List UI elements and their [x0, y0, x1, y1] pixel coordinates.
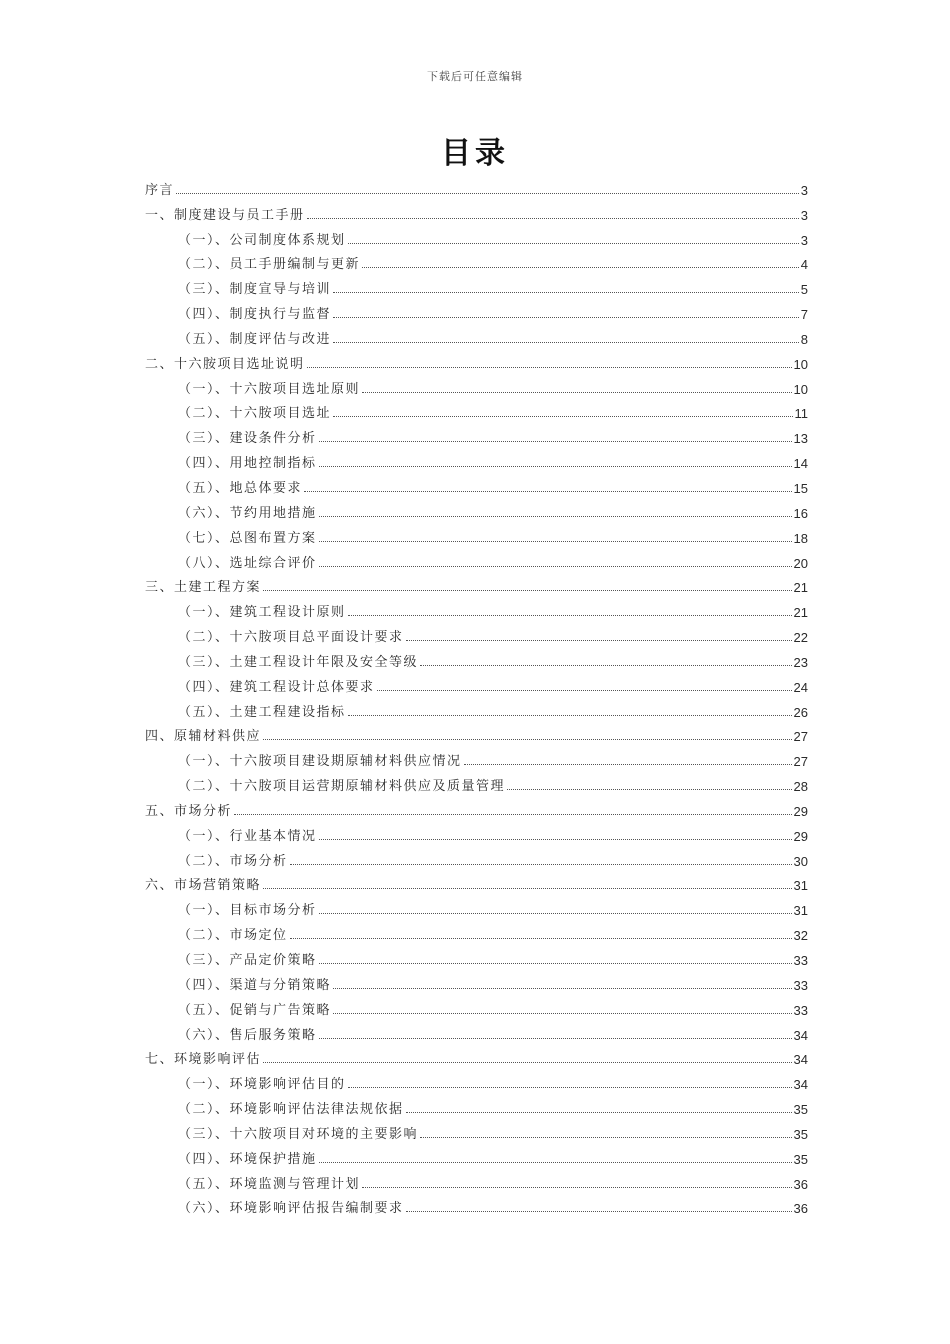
toc-dot-leader	[377, 690, 792, 691]
toc-entry-label: （一）、建筑工程设计原则	[178, 605, 346, 621]
toc-dot-leader	[406, 1112, 792, 1113]
toc-entry-page-number: 35	[793, 1102, 808, 1118]
toc-dot-leader	[348, 715, 792, 716]
toc-dot-leader	[420, 1137, 792, 1138]
toc-entry-page-number: 21	[793, 605, 808, 621]
toc-entry-label: （一）、环境影响评估目的	[178, 1077, 346, 1093]
toc-dot-leader	[333, 342, 799, 343]
toc-entry-page-number: 34	[793, 1027, 808, 1043]
toc-entry[interactable]	[145, 497, 808, 522]
toc-entry-page-number: 31	[793, 903, 808, 919]
toc-entry[interactable]	[145, 522, 808, 547]
toc-entry[interactable]	[145, 696, 808, 721]
toc-entry[interactable]	[145, 795, 808, 820]
toc-entry-label: （五）、促销与广告策略	[178, 1002, 332, 1018]
toc-dot-leader	[319, 441, 792, 442]
toc-entry-label: （七）、总图布置方案	[178, 530, 317, 546]
toc-dot-leader	[348, 615, 792, 616]
toc-dot-leader	[333, 292, 799, 293]
toc-entry[interactable]	[145, 547, 808, 572]
toc-entry-page-number: 10	[793, 381, 808, 397]
toc-entry-label: 六、市场营销策略	[145, 878, 262, 894]
toc-entry[interactable]	[145, 1193, 808, 1218]
toc-entry[interactable]	[145, 348, 808, 373]
toc-entry[interactable]	[145, 944, 808, 969]
toc-entry[interactable]	[145, 894, 808, 919]
toc-entry-label: （五）、环境监测与管理计划	[178, 1176, 361, 1192]
toc-entry-label: （四）、制度执行与监督	[178, 307, 332, 323]
toc-dot-leader	[319, 466, 792, 467]
toc-entry-label: （二）、十六胺项目总平面设计要求	[178, 630, 404, 646]
toc-entry-page-number: 3	[800, 207, 808, 223]
toc-dot-leader	[507, 789, 792, 790]
toc-entry-label: （四）、渠道与分销策略	[178, 977, 332, 993]
toc-entry-page-number: 32	[793, 928, 808, 944]
toc-entry[interactable]	[145, 298, 808, 323]
toc-entry[interactable]	[145, 422, 808, 447]
toc-entry[interactable]	[145, 249, 808, 274]
toc-entry-page-number: 18	[793, 530, 808, 546]
toc-entry-page-number: 33	[793, 953, 808, 968]
toc-entry-page-number: 33	[793, 977, 808, 993]
toc-dot-leader	[348, 1087, 792, 1088]
toc-dot-leader	[319, 963, 792, 964]
toc-dot-leader	[176, 193, 799, 194]
toc-entry[interactable]	[145, 621, 808, 646]
toc-entry-page-number: 16	[793, 505, 808, 521]
toc-entry-label: （一）、目标市场分析	[178, 903, 317, 919]
toc-entry-label: （六）、环境影响评估报告编制要求	[178, 1201, 404, 1217]
toc-dot-leader	[263, 888, 792, 889]
toc-dot-leader	[362, 392, 792, 393]
toc-dot-leader	[362, 1187, 792, 1188]
toc-entry[interactable]	[145, 596, 808, 621]
toc-dot-leader	[290, 938, 792, 939]
toc-entry-label: （二）、十六胺项目运营期原辅材料供应及质量管理	[178, 779, 506, 795]
toc-dot-leader	[290, 864, 792, 865]
toc-entry[interactable]	[145, 745, 808, 770]
toc-title: 目录	[441, 136, 509, 171]
toc-entry-label: （二）、市场分析	[178, 853, 288, 869]
toc-entry-label: 一、制度建设与员工手册	[145, 207, 305, 223]
toc-entry-label: （三）、土建工程设计年限及安全等级	[178, 654, 419, 670]
toc-entry-page-number: 15	[793, 480, 808, 496]
toc-entry-label: （二）、环境影响评估法律法规依据	[178, 1102, 404, 1118]
toc-entry-page-number: 33	[793, 1002, 808, 1018]
toc-entry-page-number: 34	[793, 1052, 808, 1068]
toc-entry-page-number: 13	[793, 431, 808, 447]
toc-entry[interactable]	[145, 398, 808, 423]
toc-dot-leader	[319, 516, 792, 517]
toc-dot-leader	[319, 839, 792, 840]
toc-entry-page-number: 35	[793, 1151, 808, 1167]
toc-entry[interactable]	[145, 447, 808, 472]
toc-entry-page-number: 27	[793, 729, 808, 745]
toc-entry-label: （四）、用地控制指标	[178, 456, 317, 472]
toc-entry[interactable]	[145, 1168, 808, 1193]
toc-entry-label: 四、原辅材料供应	[145, 729, 262, 745]
toc-entry[interactable]	[145, 870, 808, 895]
toc-dot-leader	[263, 739, 792, 740]
toc-entry-page-number: 28	[793, 779, 808, 795]
toc-entry-page-number: 20	[793, 555, 808, 571]
toc-entry-label: （五）、地总体要求	[178, 480, 303, 496]
toc-entry[interactable]	[145, 820, 808, 845]
toc-dot-leader	[319, 913, 792, 914]
toc-entry-label: （二）、员工手册编制与更新	[178, 257, 361, 273]
toc-entry-page-number: 7	[800, 307, 808, 323]
toc-entry[interactable]	[145, 1019, 808, 1044]
toc-entry[interactable]	[145, 919, 808, 944]
toc-entry-page-number: 10	[793, 356, 808, 372]
toc-entry-page-number: 29	[793, 803, 808, 819]
toc-dot-leader	[263, 590, 792, 591]
toc-dot-leader	[319, 541, 792, 542]
toc-entry[interactable]	[145, 1093, 808, 1118]
toc-entry-page-number: 3	[800, 232, 808, 248]
toc-entry[interactable]	[145, 323, 808, 348]
toc-dot-leader	[234, 814, 792, 815]
toc-entry-label: （三）、制度宣导与培训	[178, 282, 332, 298]
toc-dot-leader	[263, 1062, 792, 1063]
toc-entry[interactable]	[145, 845, 808, 870]
toc-dot-leader	[348, 243, 799, 244]
toc-dot-leader	[304, 491, 792, 492]
toc-entry-label: 五、市场分析	[145, 803, 233, 819]
toc-entry-page-number: 3	[800, 182, 808, 198]
toc-entry-label: （三）、十六胺项目对环境的主要影响	[178, 1126, 419, 1142]
toc-entry-page-number: 36	[793, 1176, 808, 1192]
toc-entry-page-number: 8	[800, 331, 808, 347]
toc-dot-leader	[307, 218, 799, 219]
toc-entry-label: （三）、产品定价策略	[178, 953, 317, 968]
toc-dot-leader	[333, 416, 792, 417]
toc-entry-page-number: 5	[800, 282, 808, 298]
toc-entry-label: 二、十六胺项目选址说明	[145, 356, 305, 372]
toc-entry[interactable]	[145, 373, 808, 398]
toc-dot-leader	[319, 1038, 792, 1039]
toc-entry-label: （二）、十六胺项目选址	[178, 406, 332, 422]
toc-entry-page-number: 24	[793, 679, 808, 695]
toc-entry-page-number: 31	[793, 878, 808, 894]
toc-entry-label: 三、土建工程方案	[145, 580, 262, 596]
toc-entry-label: （八）、选址综合评价	[178, 555, 317, 571]
toc-entry-page-number: 36	[793, 1201, 808, 1217]
toc-entry-page-number: 22	[793, 630, 808, 646]
toc-entry-label: （二）、市场定位	[178, 928, 288, 944]
toc-entry[interactable]	[145, 1044, 808, 1069]
toc-entry-label: （六）、售后服务策略	[178, 1027, 317, 1043]
toc-entry[interactable]	[145, 770, 808, 795]
toc-dot-leader	[319, 566, 792, 567]
toc-entry-label: （五）、土建工程建设指标	[178, 704, 346, 720]
toc-entry-label: （一）、十六胺项目选址原则	[178, 381, 361, 397]
toc-entry[interactable]	[145, 1143, 808, 1168]
toc-entry[interactable]	[145, 721, 808, 746]
toc-entry[interactable]	[145, 646, 808, 671]
toc-dot-leader	[333, 988, 792, 989]
toc-entry-page-number: 14	[793, 456, 808, 472]
toc-dot-leader	[333, 1013, 792, 1014]
toc-entry[interactable]	[145, 199, 808, 224]
toc-entry-label: （三）、建设条件分析	[178, 431, 317, 447]
table-of-contents	[145, 174, 808, 1217]
toc-entry[interactable]	[145, 969, 808, 994]
toc-entry-page-number: 26	[793, 704, 808, 720]
toc-entry[interactable]	[145, 174, 808, 199]
toc-entry-label: 序言	[145, 182, 175, 198]
toc-dot-leader	[464, 764, 792, 765]
toc-entry-page-number: 27	[793, 754, 808, 770]
toc-entry-label: （五）、制度评估与改进	[178, 331, 332, 347]
toc-dot-leader	[307, 367, 792, 368]
toc-entry-label: （一）、行业基本情况	[178, 828, 317, 844]
toc-entry-label: （六）、节约用地措施	[178, 505, 317, 521]
toc-dot-leader	[362, 267, 799, 268]
toc-dot-leader	[406, 640, 792, 641]
toc-entry-page-number: 35	[793, 1126, 808, 1142]
toc-entry-label: （四）、环境保护措施	[178, 1151, 317, 1167]
toc-dot-leader	[319, 1162, 792, 1163]
toc-entry[interactable]	[145, 472, 808, 497]
toc-entry-page-number: 30	[793, 853, 808, 869]
toc-entry[interactable]	[145, 1118, 808, 1143]
toc-entry-page-number: 4	[800, 257, 808, 273]
toc-entry[interactable]	[145, 273, 808, 298]
toc-dot-leader	[406, 1211, 792, 1212]
toc-entry-page-number: 29	[793, 828, 808, 844]
toc-entry-label: 七、环境影响评估	[145, 1052, 262, 1068]
toc-entry-page-number: 11	[794, 406, 808, 422]
toc-entry[interactable]	[145, 1068, 808, 1093]
toc-entry-page-number: 21	[793, 580, 808, 596]
toc-entry-label: （四）、建筑工程设计总体要求	[178, 679, 375, 695]
toc-dot-leader	[333, 317, 799, 318]
toc-entry[interactable]	[145, 994, 808, 1019]
toc-entry[interactable]	[145, 224, 808, 249]
toc-dot-leader	[420, 665, 792, 666]
toc-entry-page-number: 34	[793, 1077, 808, 1093]
toc-entry-label: （一）、公司制度体系规划	[178, 232, 346, 248]
toc-entry[interactable]	[145, 671, 808, 696]
toc-entry-page-number: 23	[793, 654, 808, 670]
toc-entry[interactable]	[145, 572, 808, 597]
toc-entry-label: （一）、十六胺项目建设期原辅材料供应情况	[178, 754, 462, 770]
header-note: 下载后可任意编辑	[427, 70, 523, 83]
